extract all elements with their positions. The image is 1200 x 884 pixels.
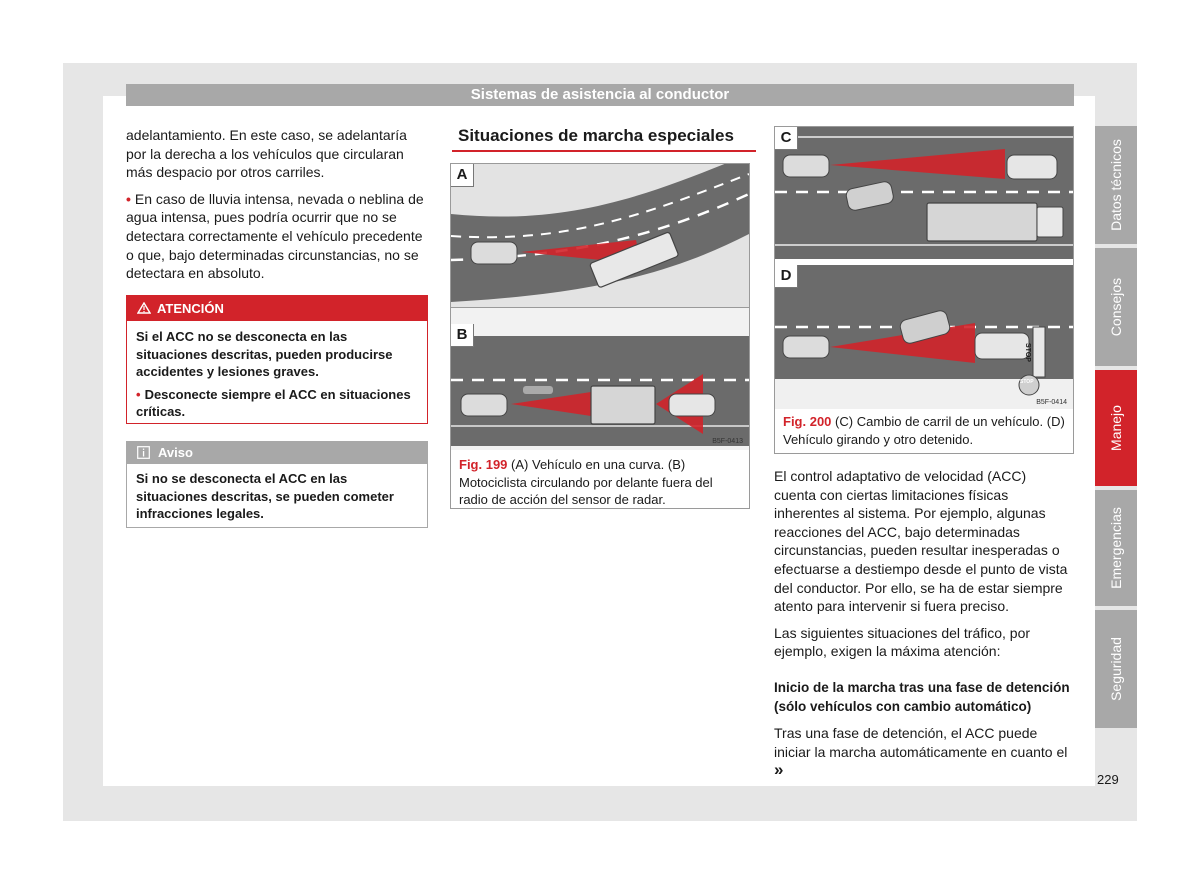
panel-label-c: C bbox=[775, 127, 798, 150]
warning-triangle-icon bbox=[137, 302, 151, 314]
section-header: Sistemas de asistencia al conductor bbox=[126, 84, 1074, 106]
note-box bbox=[126, 441, 428, 528]
figure-caption: Fig. 200 (C) Cambio de carril de un vehículo. (D) Vehículo girando y otro detenido. bbox=[783, 414, 1065, 447]
section-title: Situaciones de marcha especiales bbox=[452, 126, 756, 152]
paragraph: El control adaptativo de velocidad (ACC) cuenta con ciertas limitaciones físicas inherentes al sistema. Por ejemplo, algunas reacciones del ACC, bajo determinadas circunstancias, pueden resultar inesperadas o efectuarse a destiempo desde el punto de vista del conductor. Por ello, se ha de estar siempre atento para intervenir si fuera preciso. bbox=[774, 468, 1068, 615]
note-body: Si no se desconecta el ACC en las situaciones descritas, se pueden cometer infracciones legales. bbox=[136, 471, 394, 521]
column-left bbox=[126, 126, 426, 291]
bullet-icon: • bbox=[126, 190, 131, 207]
tab-emergencias[interactable]: Emergencias bbox=[1095, 490, 1137, 606]
paragraph: Tras una fase de detención, el ACC puede iniciar la marcha automáticamente en cuanto el » bbox=[774, 725, 1068, 780]
warning-box bbox=[126, 295, 428, 424]
panel-label-b: B bbox=[451, 324, 474, 347]
figure-200 bbox=[774, 126, 1074, 454]
column-right bbox=[774, 467, 1072, 788]
stop-line-text: STOP bbox=[1024, 343, 1031, 362]
figure-code: B5F-0414 bbox=[1036, 399, 1067, 406]
tab-manejo[interactable]: Manejo bbox=[1095, 370, 1137, 486]
figure-code: B5F-0413 bbox=[712, 438, 743, 445]
continue-arrow-icon: » bbox=[774, 760, 784, 780]
figure-caption: Fig. 199 (A) Vehículo en una curva. (B) Motociclista circulando por delante fuera del radio de acción del sensor de radar. bbox=[459, 457, 713, 507]
tab-consejos[interactable]: Consejos bbox=[1095, 248, 1137, 366]
info-icon bbox=[137, 446, 150, 459]
page-number: 229 bbox=[1097, 772, 1119, 787]
note-header: Aviso bbox=[127, 442, 427, 464]
warning-body: Si el ACC no se desconecta en las situaciones descritas, pueden producirse accidentes y lesiones graves. • Desconecte siempre el ACC en situaciones críticas. bbox=[136, 329, 411, 419]
warning-header: ATENCIÓN bbox=[127, 296, 427, 321]
panel-label-d: D bbox=[775, 265, 798, 288]
stop-sign-text: STOP bbox=[1020, 379, 1034, 385]
figure-200-illustration bbox=[775, 127, 1073, 409]
tab-seguridad[interactable]: Seguridad bbox=[1095, 610, 1137, 728]
paragraph: adelantamiento. En este caso, se adelantaría por la derecha a los vehículos que circularan más despacio por otros carriles. bbox=[126, 127, 407, 181]
figure-199-illustration bbox=[451, 164, 749, 450]
subheading: Inicio de la marcha tras una fase de detención (sólo vehículos con cambio automático) bbox=[774, 679, 1070, 714]
bullet-paragraph: • En caso de lluvia intensa, nevada o neblina de agua intensa, pues podría ocurrir que no se detectara correctamente el vehículo precedente o que, bajo determinadas circunstancias, no se detectara en absoluto. bbox=[126, 190, 424, 282]
panel-label-a: A bbox=[451, 164, 474, 187]
bullet-icon: • bbox=[136, 386, 141, 402]
tab-datos-tecnicos[interactable]: Datos técnicos bbox=[1095, 126, 1137, 244]
paragraph: Las siguientes situaciones del tráfico, por ejemplo, exigen la máxima atención: bbox=[774, 624, 1031, 660]
figure-199 bbox=[450, 163, 750, 509]
